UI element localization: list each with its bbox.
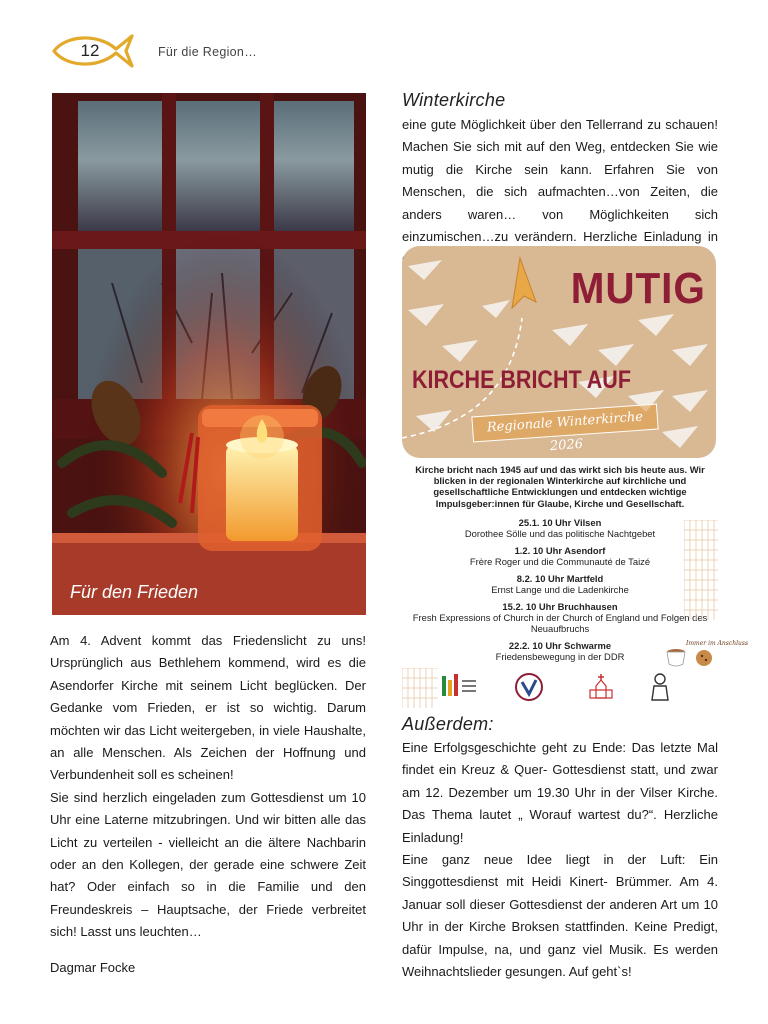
banner-tagline: Regionale Winterkirche 2026: [471, 404, 658, 443]
event-date: 25.1. 10 Uhr Vilsen: [518, 516, 602, 528]
coffee-note: Immer im Anschluss: [686, 640, 749, 647]
church-emblem-icon: [514, 672, 544, 702]
event-description: Frère Roger und die Communauté de Taizé: [469, 555, 651, 567]
page-header: [50, 32, 710, 72]
event-description: Ernst Lange und die Ladenkirche: [491, 583, 629, 595]
coffee-cookies-decoration: [664, 640, 749, 672]
event-date: 22.2. 10 Uhr Schwarme: [508, 639, 612, 651]
region-logo-icon: [440, 672, 478, 708]
section-title: Für die Region…: [158, 45, 257, 59]
event-item: [402, 545, 718, 567]
article-paragraph: Am 4. Advent kommt das Friedenslicht zu uns! Ursprünglich aus Bethlehem kommend, wird es die Asendorfer Kirche mit seinem Licht beglücken. Der Gedanke vom Frieden, er ist so wichtig. Darum möchten wir das Licht weitergeben, in viele Haushalte, an alle Menschen. Als Zeichen der Hoffnung und Verbundenheit soll es scheinen!: [50, 633, 366, 783]
page-number: 12: [80, 41, 100, 60]
event-item: [402, 573, 718, 595]
ausserdem-paragraph: Eine ganz neue Idee liegt in der Luft: Ein Singgottesdienst mit Heidi Kinert- Brümmer. Am 4. Januar soll dieser Gottesdienst der anderen Art um 10 Uhr in der Kirche Broksen stattfinden. Keine Predigt, dafür Impulse, na, und ganz viel Musik. Es werden Weihnachtslieder gesungen. Auf geht`s!: [402, 852, 718, 980]
grid-pattern-decoration: [684, 520, 718, 620]
partner-logos: [402, 672, 718, 712]
author-signature: Dagmar Focke: [50, 960, 136, 975]
ausserdem-paragraph: Eine Erfolgsgeschichte geht zu Ende: Das letzte Mal findet ein Kreuz & Quer- Gottesdienst statt, und zwar am 12. Dezember um 19.30 Uhr in der Vilser Kirche. Das Thema lautet „ Worauf wartest du?“. Herzliche Einladung!: [402, 740, 718, 845]
winterkirche-heading: Winterkirche: [402, 90, 506, 110]
winterkirche-banner: [402, 246, 716, 458]
banner-subtitle: KIRCHE BRICHT AUF: [412, 366, 631, 394]
candle-window-photo: [52, 93, 366, 615]
church-building-icon: [588, 672, 614, 702]
event-date: 15.2. 10 Uhr Bruchhausen: [502, 600, 618, 612]
friedenslicht-article: [50, 630, 366, 944]
saint-figure-icon: [648, 672, 672, 702]
event-description: Dorothee Sölle und das politische Nachtgebet: [464, 527, 656, 539]
winterkirche-paragraph: eine gute Möglichkeit über den Tellerrand zu schauen! Machen Sie sich mit auf den Weg, entdecken Sie wie mutig die Kirche sein kann. Erfahren Sie von Menschen, die sich aufmachten…von Zeiten, die anders waren… von Möglichkeiten sich einzumischen…zu verändern. Herzliche Einladung in: [402, 117, 718, 245]
banner-title: MUTIG: [570, 264, 706, 313]
program-intro: Kirche bricht nach 1945 auf und das wirkt sich bis heute aus. Wir blicken in der regionalen Winterkirche auf kirchliche und gesellschaftliche Entwicklungen und entdecken wichtige Impulsgeber:innen für Glaube, Kirche und Gesellschaft.: [415, 464, 705, 509]
event-item: [402, 601, 718, 634]
program-info: [402, 464, 718, 668]
ausserdem-heading: Außerdem:: [402, 714, 494, 734]
event-item: [402, 517, 718, 539]
ausserdem-text: [402, 737, 718, 983]
candle-illustration: [52, 93, 366, 615]
event-description: Friedensbewegung in der DDR: [495, 650, 625, 662]
photo-caption: Für den Frieden: [70, 582, 199, 602]
event-description: Fresh Expressions of Church in der Church of England und Folgen des Neuaufbruchs: [412, 611, 708, 634]
event-date: 1.2. 10 Uhr Asendorf: [514, 544, 606, 556]
article-paragraph: Sie sind herzlich eingeladen zum Gottesdienst um 10 Uhr eine Laterne mitzubringen. Und wir bitten alle das Licht zu verteilen - vielleicht an die ältere Nachbarin oder an den Kollegen, der gerade eine schwere Zeit hat? Oder einfach so in die Familie und den Freundeskreis – Hauptsache, der Friede verbreitet sich! Lasst uns leuchten…: [50, 789, 366, 940]
event-date: 8.2. 10 Uhr Martfeld: [516, 572, 604, 584]
